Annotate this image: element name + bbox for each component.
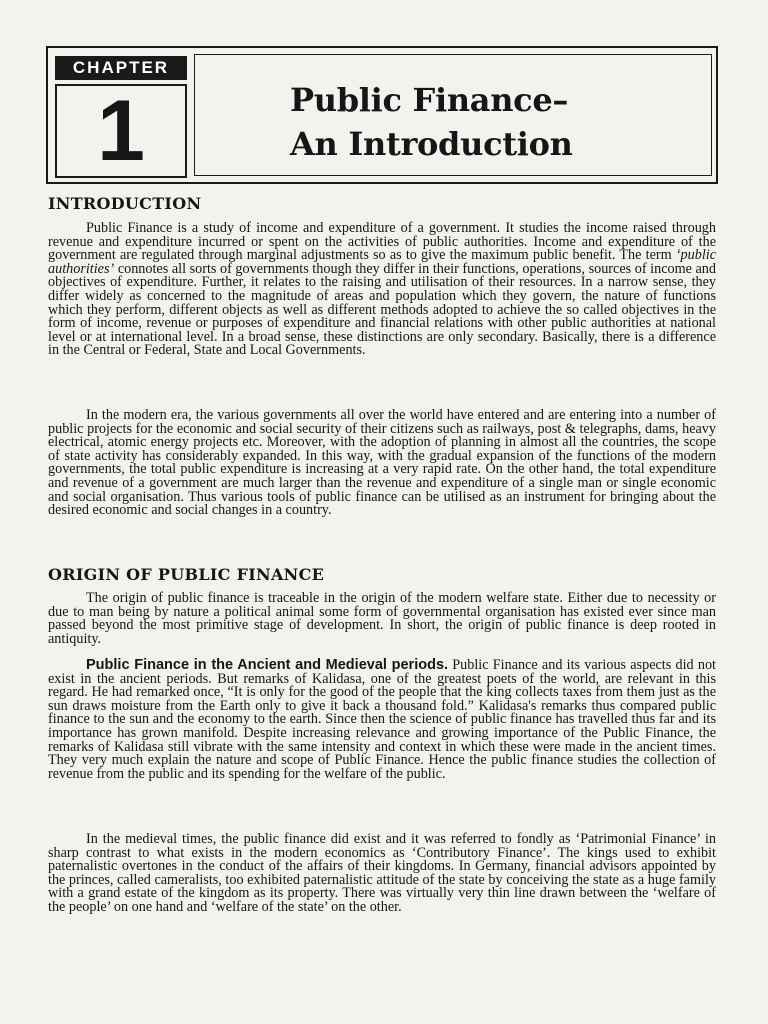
chapter-title-line1: Public Finance– (290, 81, 569, 119)
origin-paragraph-1: The origin of public finance is traceable in the origin of the modern welfare state. Either due to necessity or due to man being by nature a political animal some form of governmental organisation has existed ever since man passed beyond the most primitive stage of development. In short, the origin of public finance is deep rooted in antiquity. (48, 590, 716, 647)
origin-paragraph-2 (48, 659, 716, 781)
intro-paragraph-1-text-a: Public Finance is a study of income and expenditure of a government. It studies the income raised through revenue and expenditure incurred or spent on the activities of public authorities. Income and expenditure of the government are regulated through marginal adjustments so as to give the maximum public benefit. The term (48, 220, 716, 264)
intro-paragraph-1-text-b: connotes all sorts of governments though they differ in their functions, operations, sources of income and objectives of expenditure. Further, it relates to the raising and utilisation of their resources. In a narrow sense, they differ widely as concerned to the magnitude of areas and population which they govern, the nature of functions which they perform, different objects as well as different methods adopted to achieve the so called objectives in the form of income, revenue or purposes of expenditure and financial relations with other public authorities at national level or at international level. In a broad sense, these distinctions are only secondary. Basically, there is a difference in the Central or Federal, State and Local Governments. (48, 260, 716, 359)
origin-run-in-heading: Public Finance in the Ancient and Medieval periods. (86, 657, 449, 673)
origin-paragraph-3: In the medieval times, the public finance did exist and it was referred to fondly as ‘Patrimonial Finance’ in sharp contrast to what exists in the modern economics as ‘Contributory Finance’. The kings used to exhibit paternalistic overtones in the conduct of the affairs of their kingdoms. In Germany, financial advisors appointed by the princes, called cameralists, too exhibited paternalistic attitude of the state by conceiving the state as a huge family with a grand estate of the kingdom as its property. There was virtually very thin line drawn between the ‘welfare of the people’ on one hand and ‘welfare of the state’ on the other. (48, 831, 716, 915)
chapter-number: 1 (97, 83, 145, 179)
chapter-title (290, 78, 573, 166)
intro-paragraph-1 (48, 222, 716, 358)
section-heading-introduction: INTRODUCTION (48, 194, 202, 213)
intro-paragraph-2: In the modern era, the various governments all over the world have entered and are entering into a number of public projects for the economic and social security of their citizens such as railways, post & telegraphs, dams, heavy electrical, atomic energy projects etc. Moreover, with the adoption of planning in almost all the countries, the scope of state activity has considerably expanded. In this way, with the gradual expansion of the functions of the modern governments, the total public expenditure is increasing at a very rapid rate. On the other hand, the total expenditure and revenue of a government are much larger than the revenue and expenditure of a single man or single economic and social organisation. Thus various tools of public finance can be utilised as an instrument for bringing about the desired economic and social changes in a country. (48, 407, 716, 519)
chapter-number-box (55, 84, 187, 178)
intro-paragraph-1-italic-term: ‘public authorities’ (48, 247, 716, 277)
chapter-label: CHAPTER (55, 56, 187, 80)
chapter-header (46, 46, 718, 184)
chapter-title-line2: An Introduction (290, 125, 573, 163)
section-heading-origin: ORIGIN OF PUBLIC FINANCE (48, 565, 325, 584)
origin-paragraph-2-text: Public Finance and its various aspects did not exist in the ancient periods. But remarks of Kalidasa, one of the greatest poets of the world, are relevant in this regard. He had remarked once, “It is only for the good of the people that the king collects taxes from them just as the sun draws moisture from the Earth only to give it back a thousand fold.” Kalidasa's remarks thus compared public finance to the sun and the economy to the earth. Since then the science of public finance has travelled thus far and its importance has grown manifold. Despite increasing relevance and growing importance of the Public Finance, the remarks of Kalidasa still vibrate with the same intensity and context in which these were made in the ancient times. They very much explain the nature and scope of Public Finance. Hence the public finance studies the collection of revenue from the public and its spending for the welfare of the public. (48, 657, 716, 782)
